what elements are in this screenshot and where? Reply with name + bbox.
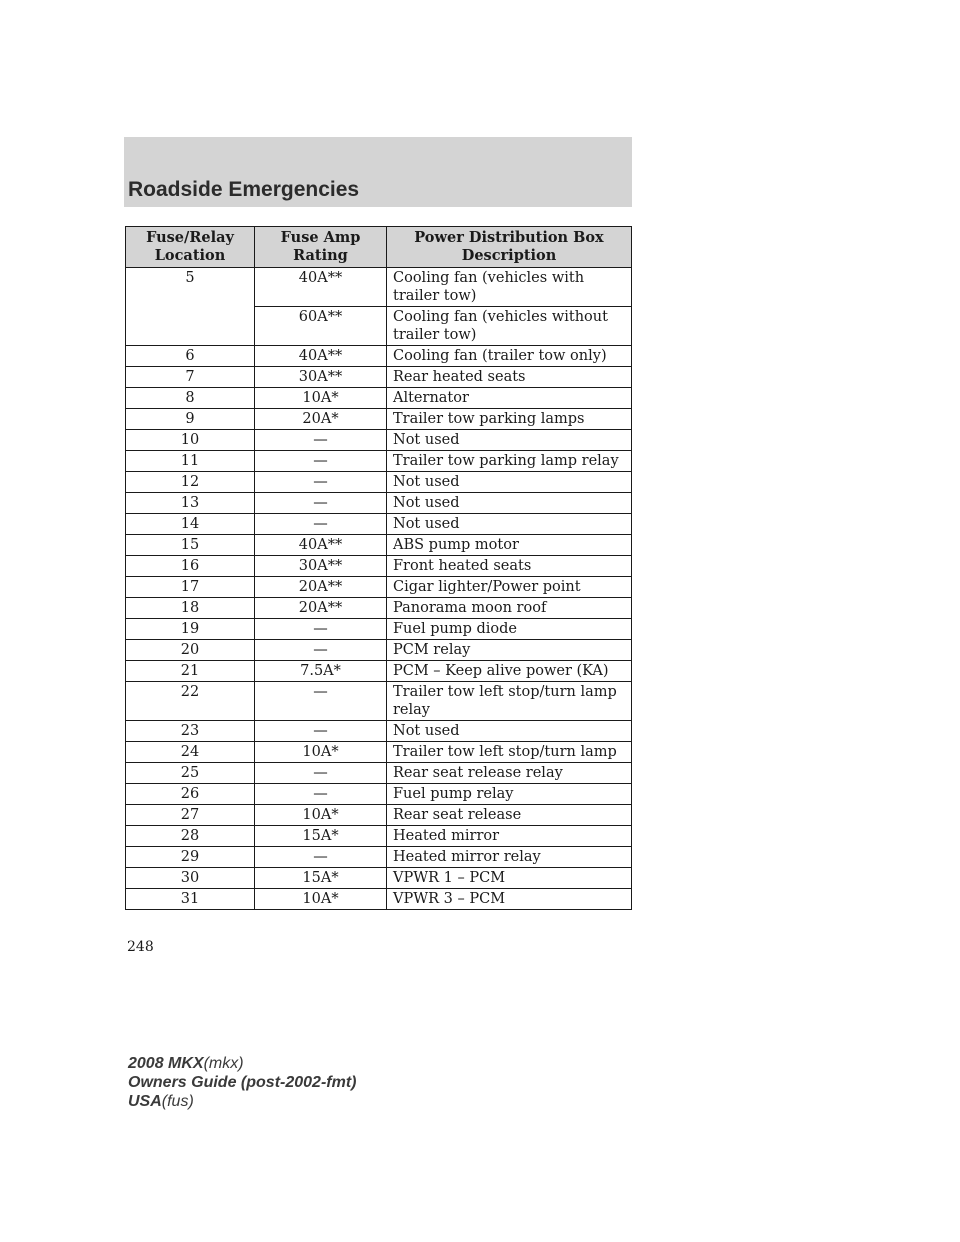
table-row [126, 556, 632, 577]
location-cell: 10 [126, 430, 255, 451]
table-row [126, 661, 632, 682]
rating-cell: — [255, 640, 387, 661]
rating-cell: 30A** [255, 367, 387, 388]
description-cell: Cooling fan (vehicles without trailer tow) [387, 307, 632, 346]
rating-cell: 7.5A* [255, 661, 387, 682]
description-cell: Trailer tow left stop/turn lamp [387, 742, 632, 763]
rating-cell: — [255, 784, 387, 805]
rating-cell: 20A* [255, 409, 387, 430]
rating-cell: 30A** [255, 556, 387, 577]
description-cell: Not used [387, 472, 632, 493]
table-row [126, 430, 632, 451]
section-title: Roadside Emergencies [128, 178, 360, 201]
description-cell: Cooling fan (vehicles with trailer tow) [387, 268, 632, 307]
description-cell: VPWR 3 – PCM [387, 889, 632, 910]
table-row [126, 805, 632, 826]
column-header-description: Power Distribution Box Description [387, 227, 632, 268]
rating-cell: — [255, 472, 387, 493]
rating-cell: 10A* [255, 388, 387, 409]
rating-cell: — [255, 847, 387, 868]
location-cell: 26 [126, 784, 255, 805]
table-row [126, 598, 632, 619]
description-cell: Fuel pump diode [387, 619, 632, 640]
description-cell: ABS pump motor [387, 535, 632, 556]
rating-cell: — [255, 721, 387, 742]
table-row [126, 742, 632, 763]
table-row [126, 388, 632, 409]
footer-market: USA [128, 1093, 162, 1110]
description-cell: Heated mirror [387, 826, 632, 847]
description-cell: Cooling fan (trailer tow only) [387, 346, 632, 367]
table-row [126, 535, 632, 556]
location-cell: 17 [126, 577, 255, 598]
rating-cell: — [255, 619, 387, 640]
rating-cell: 15A* [255, 826, 387, 847]
page-number: 248 [127, 939, 154, 955]
description-cell: PCM – Keep alive power (KA) [387, 661, 632, 682]
column-header-rating: Fuse Amp Rating [255, 227, 387, 268]
location-cell: 13 [126, 493, 255, 514]
location-cell: 15 [126, 535, 255, 556]
rating-cell: 40A** [255, 346, 387, 367]
location-cell: 14 [126, 514, 255, 535]
location-cell: 27 [126, 805, 255, 826]
rating-cell: 40A** [255, 268, 387, 307]
table-row [126, 493, 632, 514]
column-header-location: Fuse/Relay Location [126, 227, 255, 268]
location-cell: 30 [126, 868, 255, 889]
description-cell: VPWR 1 – PCM [387, 868, 632, 889]
table-row [126, 451, 632, 472]
location-cell: 21 [126, 661, 255, 682]
description-cell: Rear heated seats [387, 367, 632, 388]
table-row [126, 268, 632, 307]
table-row [126, 619, 632, 640]
table-row [126, 409, 632, 430]
footer-model-code: (mkx) [203, 1055, 244, 1072]
description-cell: Trailer tow parking lamp relay [387, 451, 632, 472]
location-cell: 11 [126, 451, 255, 472]
rating-cell: — [255, 682, 387, 721]
rating-cell: 10A* [255, 889, 387, 910]
rating-cell: 15A* [255, 868, 387, 889]
description-cell: PCM relay [387, 640, 632, 661]
rating-cell: — [255, 763, 387, 784]
location-cell: 19 [126, 619, 255, 640]
description-cell: Rear seat release relay [387, 763, 632, 784]
rating-cell: 10A* [255, 742, 387, 763]
description-cell: Rear seat release [387, 805, 632, 826]
description-cell: Not used [387, 721, 632, 742]
location-cell: 5 [126, 268, 255, 307]
table-row [126, 367, 632, 388]
location-cell: 12 [126, 472, 255, 493]
location-cell: 31 [126, 889, 255, 910]
table-row [126, 784, 632, 805]
location-cell: 25 [126, 763, 255, 784]
description-cell: Not used [387, 514, 632, 535]
footer-imprint [128, 1054, 356, 1111]
table-row [126, 346, 632, 367]
rating-cell: 20A** [255, 577, 387, 598]
description-cell: Heated mirror relay [387, 847, 632, 868]
table-row [126, 763, 632, 784]
location-cell: 23 [126, 721, 255, 742]
location-cell: 7 [126, 367, 255, 388]
footer-model: 2008 MKX [128, 1055, 204, 1072]
table-row [126, 721, 632, 742]
table-row [126, 868, 632, 889]
table-row [126, 826, 632, 847]
table-row [126, 307, 632, 346]
rating-cell: 20A** [255, 598, 387, 619]
table-header-row [126, 227, 632, 268]
description-cell: Not used [387, 430, 632, 451]
rating-cell: — [255, 451, 387, 472]
table-row [126, 889, 632, 910]
location-cell: 18 [126, 598, 255, 619]
description-cell: Not used [387, 493, 632, 514]
location-cell: 16 [126, 556, 255, 577]
description-cell: Trailer tow parking lamps [387, 409, 632, 430]
location-cell: 28 [126, 826, 255, 847]
location-cell: 24 [126, 742, 255, 763]
rating-cell: — [255, 493, 387, 514]
rating-cell: 40A** [255, 535, 387, 556]
location-cell: 22 [126, 682, 255, 721]
rating-cell: 60A** [255, 307, 387, 346]
table-row [126, 514, 632, 535]
fuse-table [125, 226, 632, 910]
location-cell: 8 [126, 388, 255, 409]
description-cell: Front heated seats [387, 556, 632, 577]
description-cell: Cigar lighter/Power point [387, 577, 632, 598]
location-cell: 29 [126, 847, 255, 868]
location-cell: 6 [126, 346, 255, 367]
table-row [126, 577, 632, 598]
location-cell: 9 [126, 409, 255, 430]
rating-cell: — [255, 430, 387, 451]
description-cell: Panorama moon roof [387, 598, 632, 619]
footer-guide: Owners Guide (post-2002-fmt) [128, 1074, 357, 1091]
table-row [126, 472, 632, 493]
description-cell: Trailer tow left stop/turn lamp relay [387, 682, 632, 721]
rating-cell: 10A* [255, 805, 387, 826]
fuse-table-body [126, 268, 632, 910]
description-cell: Fuel pump relay [387, 784, 632, 805]
table-row [126, 682, 632, 721]
description-cell: Alternator [387, 388, 632, 409]
location-cell [126, 307, 255, 346]
rating-cell: — [255, 514, 387, 535]
table-row [126, 640, 632, 661]
table-row [126, 847, 632, 868]
footer-market-code: (fus) [161, 1093, 194, 1110]
location-cell: 20 [126, 640, 255, 661]
